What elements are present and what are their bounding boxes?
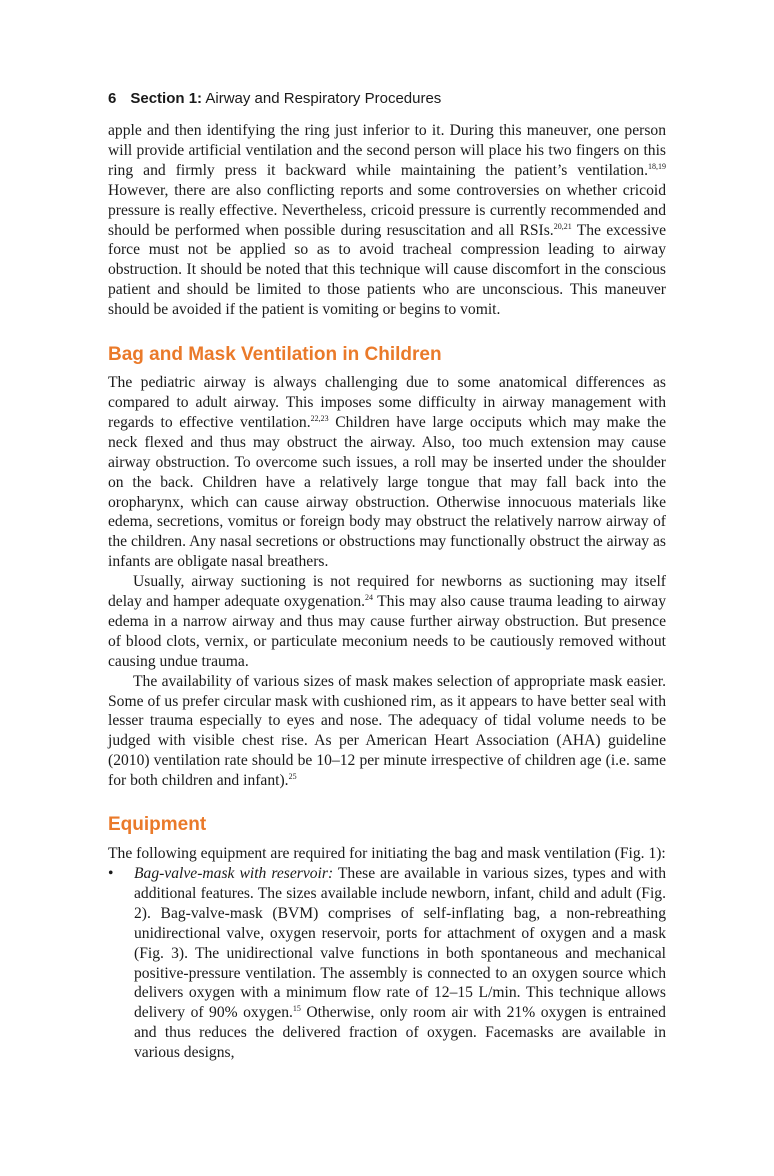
citation: 20,21 (553, 221, 572, 231)
paragraph-text: Children have large occiputs which may make the neck flexed and thus may obstruct the airway. Also, too much extension may cause airway obstruction. To overcome such issues, a roll may be inserted under the shoulder on the back. Children have a relatively large tongue that may fall back into the oropharynx, which can cause airway obstruction. Otherwise innocuous materials like edema, secretions, vomitus or foreign body may obstruct the relatively narrow airway of the children. Any nasal secretions or obstructions may functionally obstruct the airway as infants are obligate nasal breathers. (108, 413, 666, 571)
equipment-list (108, 864, 666, 1063)
paragraph-text: The pediatric airway is always challenging due to some anatomical differences as compared to adult airway. This imposes some difficulty in airway management with regards to effective ventilation. (108, 374, 666, 431)
heading-bag-mask-children: Bag and Mask Ventilation in Children (108, 344, 442, 366)
running-header (108, 90, 441, 107)
paragraph-text: The excessive force must not be applied so as to avoid tracheal compression leading to airway obstruction. It should be noted that this technique will cause discomfort in the conscious patient and should be limited to those patients who are unconscious. This maneuver should be avoided if the patient is vomiting or begins to vomit. (108, 221, 666, 319)
paragraph-suctioning (108, 572, 666, 672)
list-item-text: These are available in various sizes, types and with additional features. The sizes available include newborn, infant, child and adult (Fig. 2). Bag-valve-mask (BVM) comprises of self-inflating bag, a non-rebreathing unidirectional valve, oxygen reservoir, ports for attachment of oxygen and a mask (Fig. 3). The unidirectional valve functions in both spontaneous and mechanical positive-pressure ventilation. The assembly is connected to an oxygen source which delivers oxygen with a minimum flow rate of 12–15 L/min. This technique allows delivery of 90% oxygen. (134, 865, 667, 1022)
citation: 15 (292, 1004, 301, 1014)
paragraph-pediatric-airway (108, 373, 666, 572)
citation: 22,23 (310, 413, 329, 423)
paragraph-equipment-intro: The following equipment are required for initiating the bag and mask ventilation (Fig. 1): (108, 845, 666, 863)
paragraph-text: The availability of various sizes of mask makes selection of appropriate mask easier. Some of us prefer circular mask with cushioned rim, as it appears to have better seal with lesser trauma especially to eyes and nose. The adequacy of tidal volume needs to be judged with visible chest rise. As per American Heart Association (AHA) guideline (2010) ventilation rate should be 10–12 per minute irrespective of children age (i.e. same for both children and infant). (108, 672, 666, 790)
paragraph-text: However, there are also conflicting reports and some controversies on whether cricoid pressure is really effective. Nevertheless, cricoid pressure is currently recommended and should be performed when possible during resuscitation and all RSIs. (108, 181, 666, 239)
page-number: 6 (108, 90, 117, 107)
citation: 25 (288, 772, 297, 782)
bullet-marker: • (108, 865, 114, 882)
paragraph-text: This may also cause trauma leading to airway edema in a narrow airway and thus may cause further airway obstruction. But presence of blood clots, vernix, or particulate meconium needs to be cautiously removed without causing undue trauma. (108, 593, 666, 670)
citation: 18,19 (648, 161, 666, 171)
list-item-term: Bag-valve-mask with reservoir: (134, 865, 334, 882)
paragraph-text: Usually, airway suctioning is not required for newborns as suctioning may itself delay and hamper adequate oxygenation. (108, 573, 666, 611)
citation: 24 (365, 593, 374, 603)
section-label: Section 1: (130, 90, 203, 107)
heading-equipment: Equipment (108, 814, 207, 836)
section-title: Airway and Respiratory Procedures (205, 90, 442, 107)
list-item-text: Otherwise, only room air with 21% oxygen is entrained and thus reduces the delivered fraction of oxygen. Facemasks are available in various designs, (134, 1004, 666, 1062)
list-item (108, 864, 666, 1063)
paragraph-mask-sizes (108, 672, 666, 791)
paragraph-text: apple and then identifying the ring just inferior to it. During this maneuver, one person will provide artificial ventilation and the second person will place his two fingers on this ring and firmly press it backward while maintaining the patient’s ventilation. (108, 122, 666, 179)
paragraph-cricoid (108, 121, 666, 320)
body-text (108, 121, 666, 1063)
